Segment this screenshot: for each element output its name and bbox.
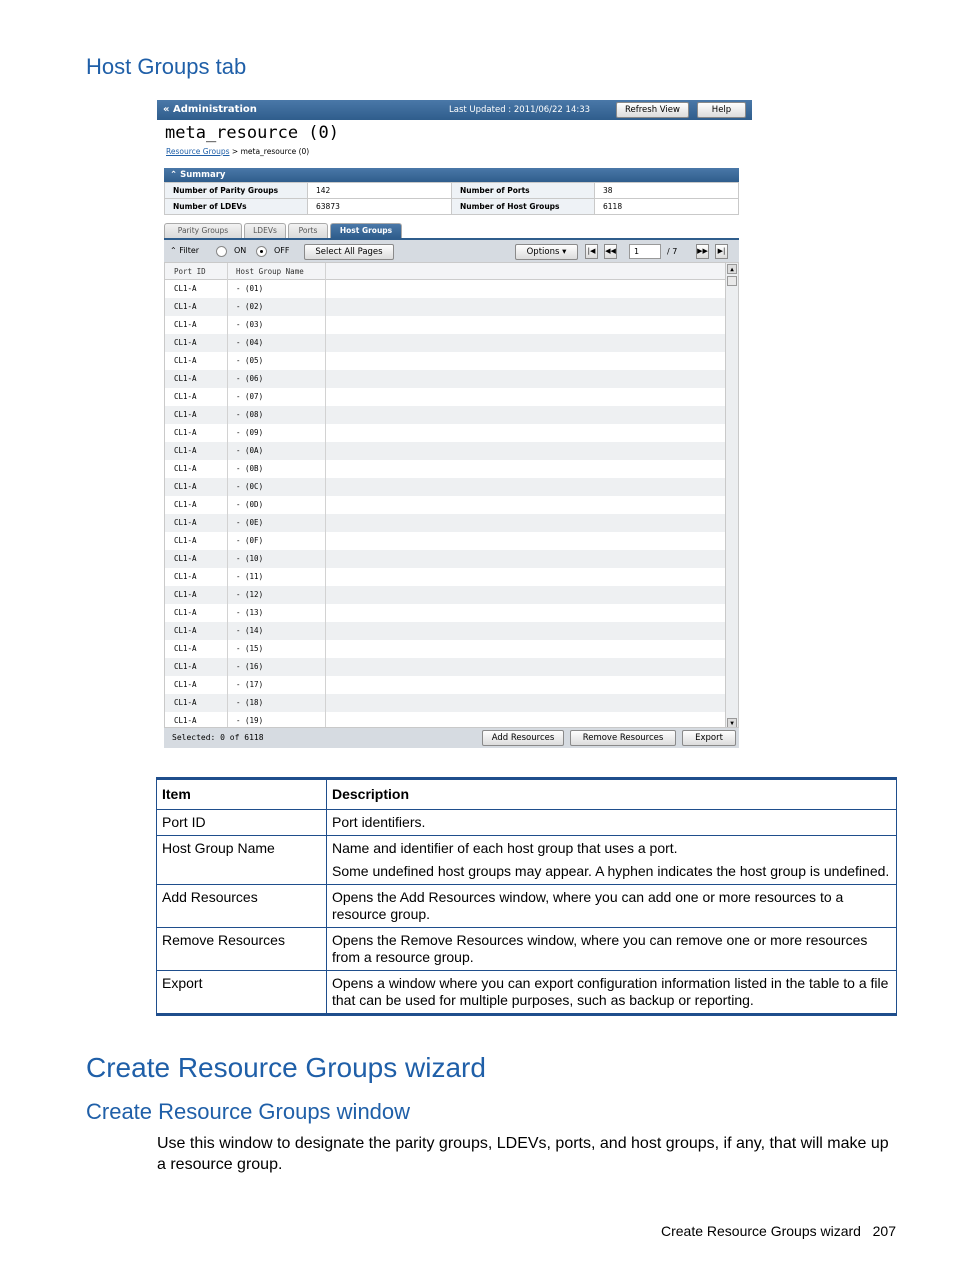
summary-table — [164, 182, 739, 215]
host-group-name-cell: - (08) — [236, 410, 264, 419]
description-cell: Opens a window where you can export configuration information listed in the table to a file that can be used for multiple purposes, such as backup or reporting. — [327, 971, 897, 1015]
last-updated: Last Updated : 2011/06/22 14:33 — [449, 105, 591, 115]
table-row[interactable] — [165, 478, 726, 496]
chevron-down-icon: ▾ — [562, 247, 567, 257]
column-header-item: Item — [157, 779, 327, 810]
add-resources-button[interactable]: Add Resources — [482, 730, 564, 746]
grid-scrollbar[interactable] — [725, 263, 738, 728]
chevron-up-icon: ⌃ — [170, 246, 177, 255]
table-row[interactable] — [165, 442, 726, 460]
column-divider — [227, 263, 228, 728]
host-group-name-cell: - (0B) — [236, 464, 264, 473]
table-row[interactable] — [165, 388, 726, 406]
host-group-name-cell: - (0D) — [236, 500, 264, 509]
host-groups-screenshot — [157, 100, 752, 749]
port-id-cell: CL1-A — [174, 716, 197, 725]
port-id-cell: CL1-A — [174, 572, 197, 581]
next-page-icon[interactable]: ▶▶ — [696, 244, 709, 259]
item-cell: Export — [157, 971, 327, 1015]
options-dropdown[interactable]: Options ▾ — [515, 244, 578, 260]
port-id-cell: CL1-A — [174, 608, 197, 617]
host-group-name-cell: - (14) — [236, 626, 264, 635]
port-id-cell: CL1-A — [174, 698, 197, 707]
port-id-cell: CL1-A — [174, 284, 197, 293]
item-cell: Port ID — [157, 810, 327, 836]
host-group-name-cell: - (11) — [236, 572, 264, 581]
summary-value: 63873 — [308, 199, 452, 215]
heading-create-resource-groups-window: Create Resource Groups window — [86, 1099, 411, 1124]
port-id-cell: CL1-A — [174, 500, 197, 509]
port-id-cell: CL1-A — [174, 662, 197, 671]
section-heading-host-groups-tab: Host Groups tab — [86, 54, 247, 79]
resource-title: meta_resource (0) — [165, 123, 339, 143]
breadcrumb — [166, 147, 309, 156]
filter-on-label: ON — [234, 246, 247, 255]
host-group-name-cell: - (18) — [236, 698, 264, 707]
port-id-cell: CL1-A — [174, 446, 197, 455]
table-row[interactable] — [165, 694, 726, 712]
port-id-cell: CL1-A — [174, 374, 197, 383]
host-group-name-cell: - (0A) — [236, 446, 264, 455]
description-cell: Port identifiers. — [327, 810, 897, 836]
table-row[interactable] — [165, 604, 726, 622]
description-table-header — [157, 779, 897, 810]
host-group-name-cell: - (12) — [236, 590, 264, 599]
port-id-cell: CL1-A — [174, 338, 197, 347]
port-id-cell: CL1-A — [174, 554, 197, 563]
scroll-up-icon[interactable]: ▲ — [727, 264, 737, 274]
previous-page-icon[interactable]: ◀◀ — [604, 244, 617, 259]
table-row[interactable] — [165, 334, 726, 352]
port-id-cell: CL1-A — [174, 590, 197, 599]
table-row[interactable] — [165, 406, 726, 424]
host-groups-grid — [164, 262, 739, 728]
remove-resources-button[interactable]: Remove Resources — [570, 730, 676, 746]
host-group-name-cell: - (02) — [236, 302, 264, 311]
port-id-cell: CL1-A — [174, 320, 197, 329]
filter-toggle[interactable]: ⌃ Filter — [170, 246, 200, 255]
table-row — [157, 928, 897, 971]
scroll-thumb[interactable] — [727, 276, 737, 286]
table-row[interactable] — [165, 496, 726, 514]
port-id-cell: CL1-A — [174, 536, 197, 545]
table-row — [157, 971, 897, 1015]
window-title: « Administration — [163, 104, 257, 115]
host-group-name-cell: - (01) — [236, 284, 264, 293]
host-group-name-cell: - (03) — [236, 320, 264, 329]
select-all-pages-button[interactable]: Select All Pages — [304, 244, 394, 260]
table-row[interactable] — [165, 424, 726, 442]
table-row[interactable] — [165, 622, 726, 640]
table-row[interactable] — [165, 514, 726, 532]
port-id-cell: CL1-A — [174, 680, 197, 689]
table-row[interactable] — [165, 586, 726, 604]
help-button[interactable]: Help — [697, 102, 746, 118]
table-row[interactable] — [165, 658, 726, 676]
tab-ports[interactable]: Ports — [288, 223, 328, 238]
tab-host-groups[interactable]: Host Groups — [330, 223, 402, 238]
summary-label: Number of LDEVs — [165, 199, 308, 215]
export-button[interactable]: Export — [682, 730, 736, 746]
table-row[interactable] — [165, 280, 726, 298]
column-header-description: Description — [327, 779, 897, 810]
heading-create-resource-groups-wizard: Create Resource Groups wizard — [86, 1052, 486, 1083]
summary-label: Number of Ports — [452, 183, 595, 199]
grid-toolbar — [164, 238, 739, 262]
scroll-down-icon[interactable]: ▼ — [727, 718, 737, 728]
table-row[interactable] — [165, 550, 726, 568]
host-group-name-cell: - (15) — [236, 644, 264, 653]
breadcrumb-link-resource-groups[interactable]: Resource Groups — [166, 147, 230, 156]
summary-header[interactable]: ⌃ Summary — [164, 168, 739, 182]
port-id-cell: CL1-A — [174, 644, 197, 653]
item-cell: Remove Resources — [157, 928, 327, 971]
table-row[interactable] — [165, 316, 726, 334]
item-cell: Add Resources — [157, 885, 327, 928]
page-number-input[interactable]: 1 — [629, 244, 661, 259]
host-group-name-cell: - (05) — [236, 356, 264, 365]
filter-off-label: OFF — [274, 246, 290, 255]
filter-on-radio[interactable] — [216, 246, 227, 257]
host-group-name-cell: - (13) — [236, 608, 264, 617]
table-row[interactable] — [165, 568, 726, 586]
host-group-name-cell: - (09) — [236, 428, 264, 437]
column-header-port-id[interactable]: Port ID — [174, 267, 206, 276]
table-row[interactable] — [165, 676, 726, 694]
description-table — [156, 777, 897, 1016]
host-group-name-cell: - (0F) — [236, 536, 264, 545]
page-total: / 7 — [667, 247, 678, 256]
host-group-name-cell: - (0C) — [236, 482, 264, 491]
host-group-name-cell: - (06) — [236, 374, 264, 383]
summary-value: 6118 — [595, 199, 739, 215]
filter-off-radio[interactable] — [256, 246, 267, 257]
selected-count: Selected: 0 of 6118 — [172, 733, 264, 742]
table-row[interactable] — [165, 640, 726, 658]
grid-header — [165, 263, 726, 280]
port-id-cell: CL1-A — [174, 518, 197, 527]
summary-label: Number of Host Groups — [452, 199, 595, 215]
table-row[interactable] — [165, 298, 726, 316]
summary-value: 142 — [308, 183, 452, 199]
host-group-name-cell: - (07) — [236, 392, 264, 401]
port-id-cell: CL1-A — [174, 464, 197, 473]
refresh-view-button[interactable]: Refresh View — [616, 102, 689, 118]
table-row — [157, 836, 897, 885]
port-id-cell: CL1-A — [174, 626, 197, 635]
column-divider — [325, 263, 326, 728]
host-group-name-cell: - (0E) — [236, 518, 264, 527]
port-id-cell: CL1-A — [174, 356, 197, 365]
description-cell: Name and identifier of each host group that uses a port. Some undefined host groups may appear. A hyphen indicates the host group is undefined. — [327, 836, 897, 885]
table-row — [157, 885, 897, 928]
port-id-cell: CL1-A — [174, 482, 197, 491]
last-page-icon[interactable]: ▶| — [715, 244, 728, 259]
breadcrumb-current: > meta_resource (0) — [229, 147, 310, 156]
summary-label: Number of Parity Groups — [165, 183, 308, 199]
host-group-name-cell: - (16) — [236, 662, 264, 671]
table-row[interactable] — [165, 352, 726, 370]
summary-value: 38 — [595, 183, 739, 199]
table-row[interactable] — [165, 532, 726, 550]
table-row[interactable] — [165, 370, 726, 388]
host-group-name-cell: - (17) — [236, 680, 264, 689]
window-titlebar — [157, 100, 752, 120]
port-id-cell: CL1-A — [174, 410, 197, 419]
table-row — [157, 810, 897, 836]
grid-footer — [164, 728, 739, 748]
first-page-icon[interactable]: |◀ — [585, 244, 598, 259]
tab-ldevs[interactable]: LDEVs — [244, 223, 286, 238]
description-cell: Opens the Remove Resources window, where you can remove one or more resources from a resource group. — [327, 928, 897, 971]
body-paragraph: Use this window to designate the parity groups, LDEVs, ports, and host groups, if any, that will make up a resource group. — [157, 1135, 889, 1173]
table-row[interactable] — [165, 712, 726, 728]
item-cell: Host Group Name — [157, 836, 327, 885]
host-group-name-cell: - (10) — [236, 554, 264, 563]
tab-parity-groups[interactable]: Parity Groups — [164, 223, 242, 238]
description-cell: Opens the Add Resources window, where you can add one or more resources to a resource group. — [327, 885, 897, 928]
host-group-name-cell: - (19) — [236, 716, 264, 725]
port-id-cell: CL1-A — [174, 302, 197, 311]
port-id-cell: CL1-A — [174, 428, 197, 437]
host-group-name-cell: - (04) — [236, 338, 264, 347]
port-id-cell: CL1-A — [174, 392, 197, 401]
table-row[interactable] — [165, 460, 726, 478]
page-footer: Create Resource Groups wizard 207 — [661, 1223, 896, 1239]
column-header-host-group-name[interactable]: Host Group Name — [236, 267, 304, 276]
